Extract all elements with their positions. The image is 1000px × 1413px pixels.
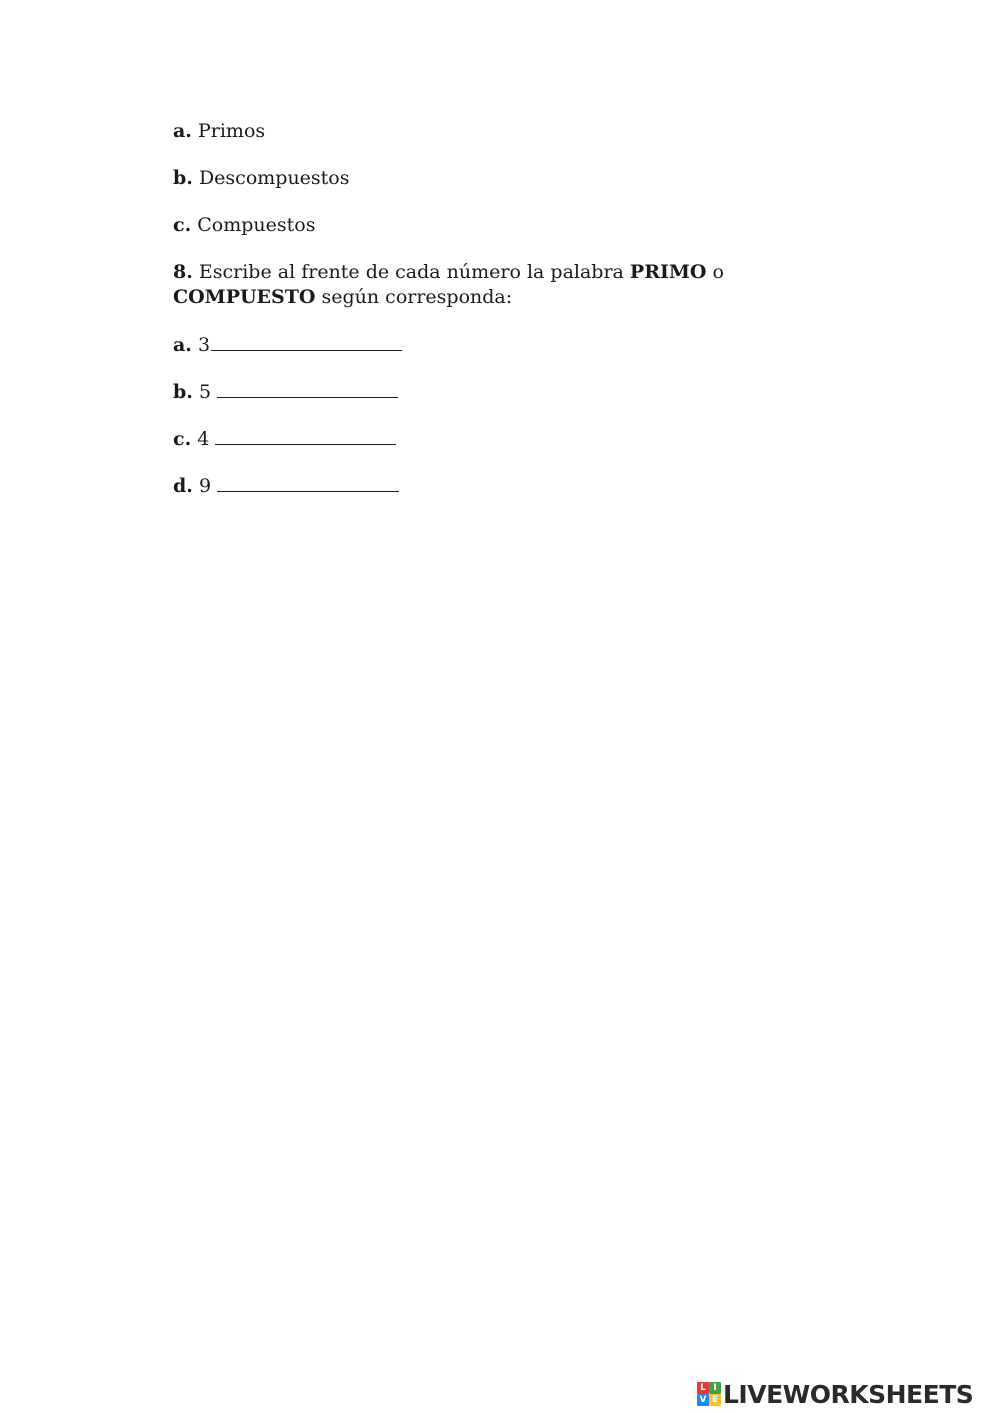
- option-text: Compuestos: [197, 214, 316, 236]
- option-letter: c.: [173, 214, 192, 236]
- question-number: 8.: [173, 261, 193, 283]
- logo-mark-letter: L: [697, 1382, 709, 1394]
- logo-mark-letter: I: [709, 1382, 721, 1394]
- option-letter: b.: [173, 167, 193, 189]
- question-8-line-2: [173, 285, 512, 309]
- logo-mark-letter: E: [709, 1394, 721, 1406]
- answer-blank-a[interactable]: [211, 332, 402, 351]
- answer-number: 9: [198, 475, 212, 497]
- answer-number: 4: [197, 428, 210, 450]
- question-8-line-1: [173, 260, 724, 284]
- answer-row-a: [173, 332, 402, 357]
- answer-letter: d.: [173, 475, 193, 497]
- connector-word: o: [712, 261, 724, 283]
- question-text-end: según corresponda:: [321, 286, 513, 308]
- question-text: Escribe al frente de cada número la palabra: [198, 261, 624, 283]
- answer-number: 5: [198, 381, 212, 403]
- answer-blank-c[interactable]: [215, 426, 396, 445]
- answer-row-d: [173, 473, 399, 498]
- option-a: [173, 119, 265, 143]
- answer-letter: b.: [173, 381, 193, 403]
- answer-blank-b[interactable]: [217, 379, 398, 398]
- logo-mark-icon: [697, 1382, 721, 1406]
- liveworksheets-logo: [697, 1379, 973, 1409]
- option-letter: a.: [173, 120, 192, 142]
- option-b: [173, 166, 350, 190]
- answer-number: 3: [197, 334, 211, 356]
- answer-letter: c.: [173, 428, 192, 450]
- keyword-compuesto: COMPUESTO: [173, 286, 316, 308]
- answer-letter: a.: [173, 334, 192, 356]
- option-text: Descompuestos: [198, 167, 350, 189]
- keyword-primo: PRIMO: [629, 261, 707, 283]
- logo-mark-letter: V: [697, 1394, 709, 1406]
- option-text: Primos: [197, 120, 266, 142]
- option-c: [173, 213, 315, 237]
- answer-row-b: [173, 379, 398, 404]
- answer-blank-d[interactable]: [217, 473, 399, 492]
- logo-text: LIVEWORKSHEETS: [723, 1379, 974, 1409]
- answer-row-c: [173, 426, 396, 451]
